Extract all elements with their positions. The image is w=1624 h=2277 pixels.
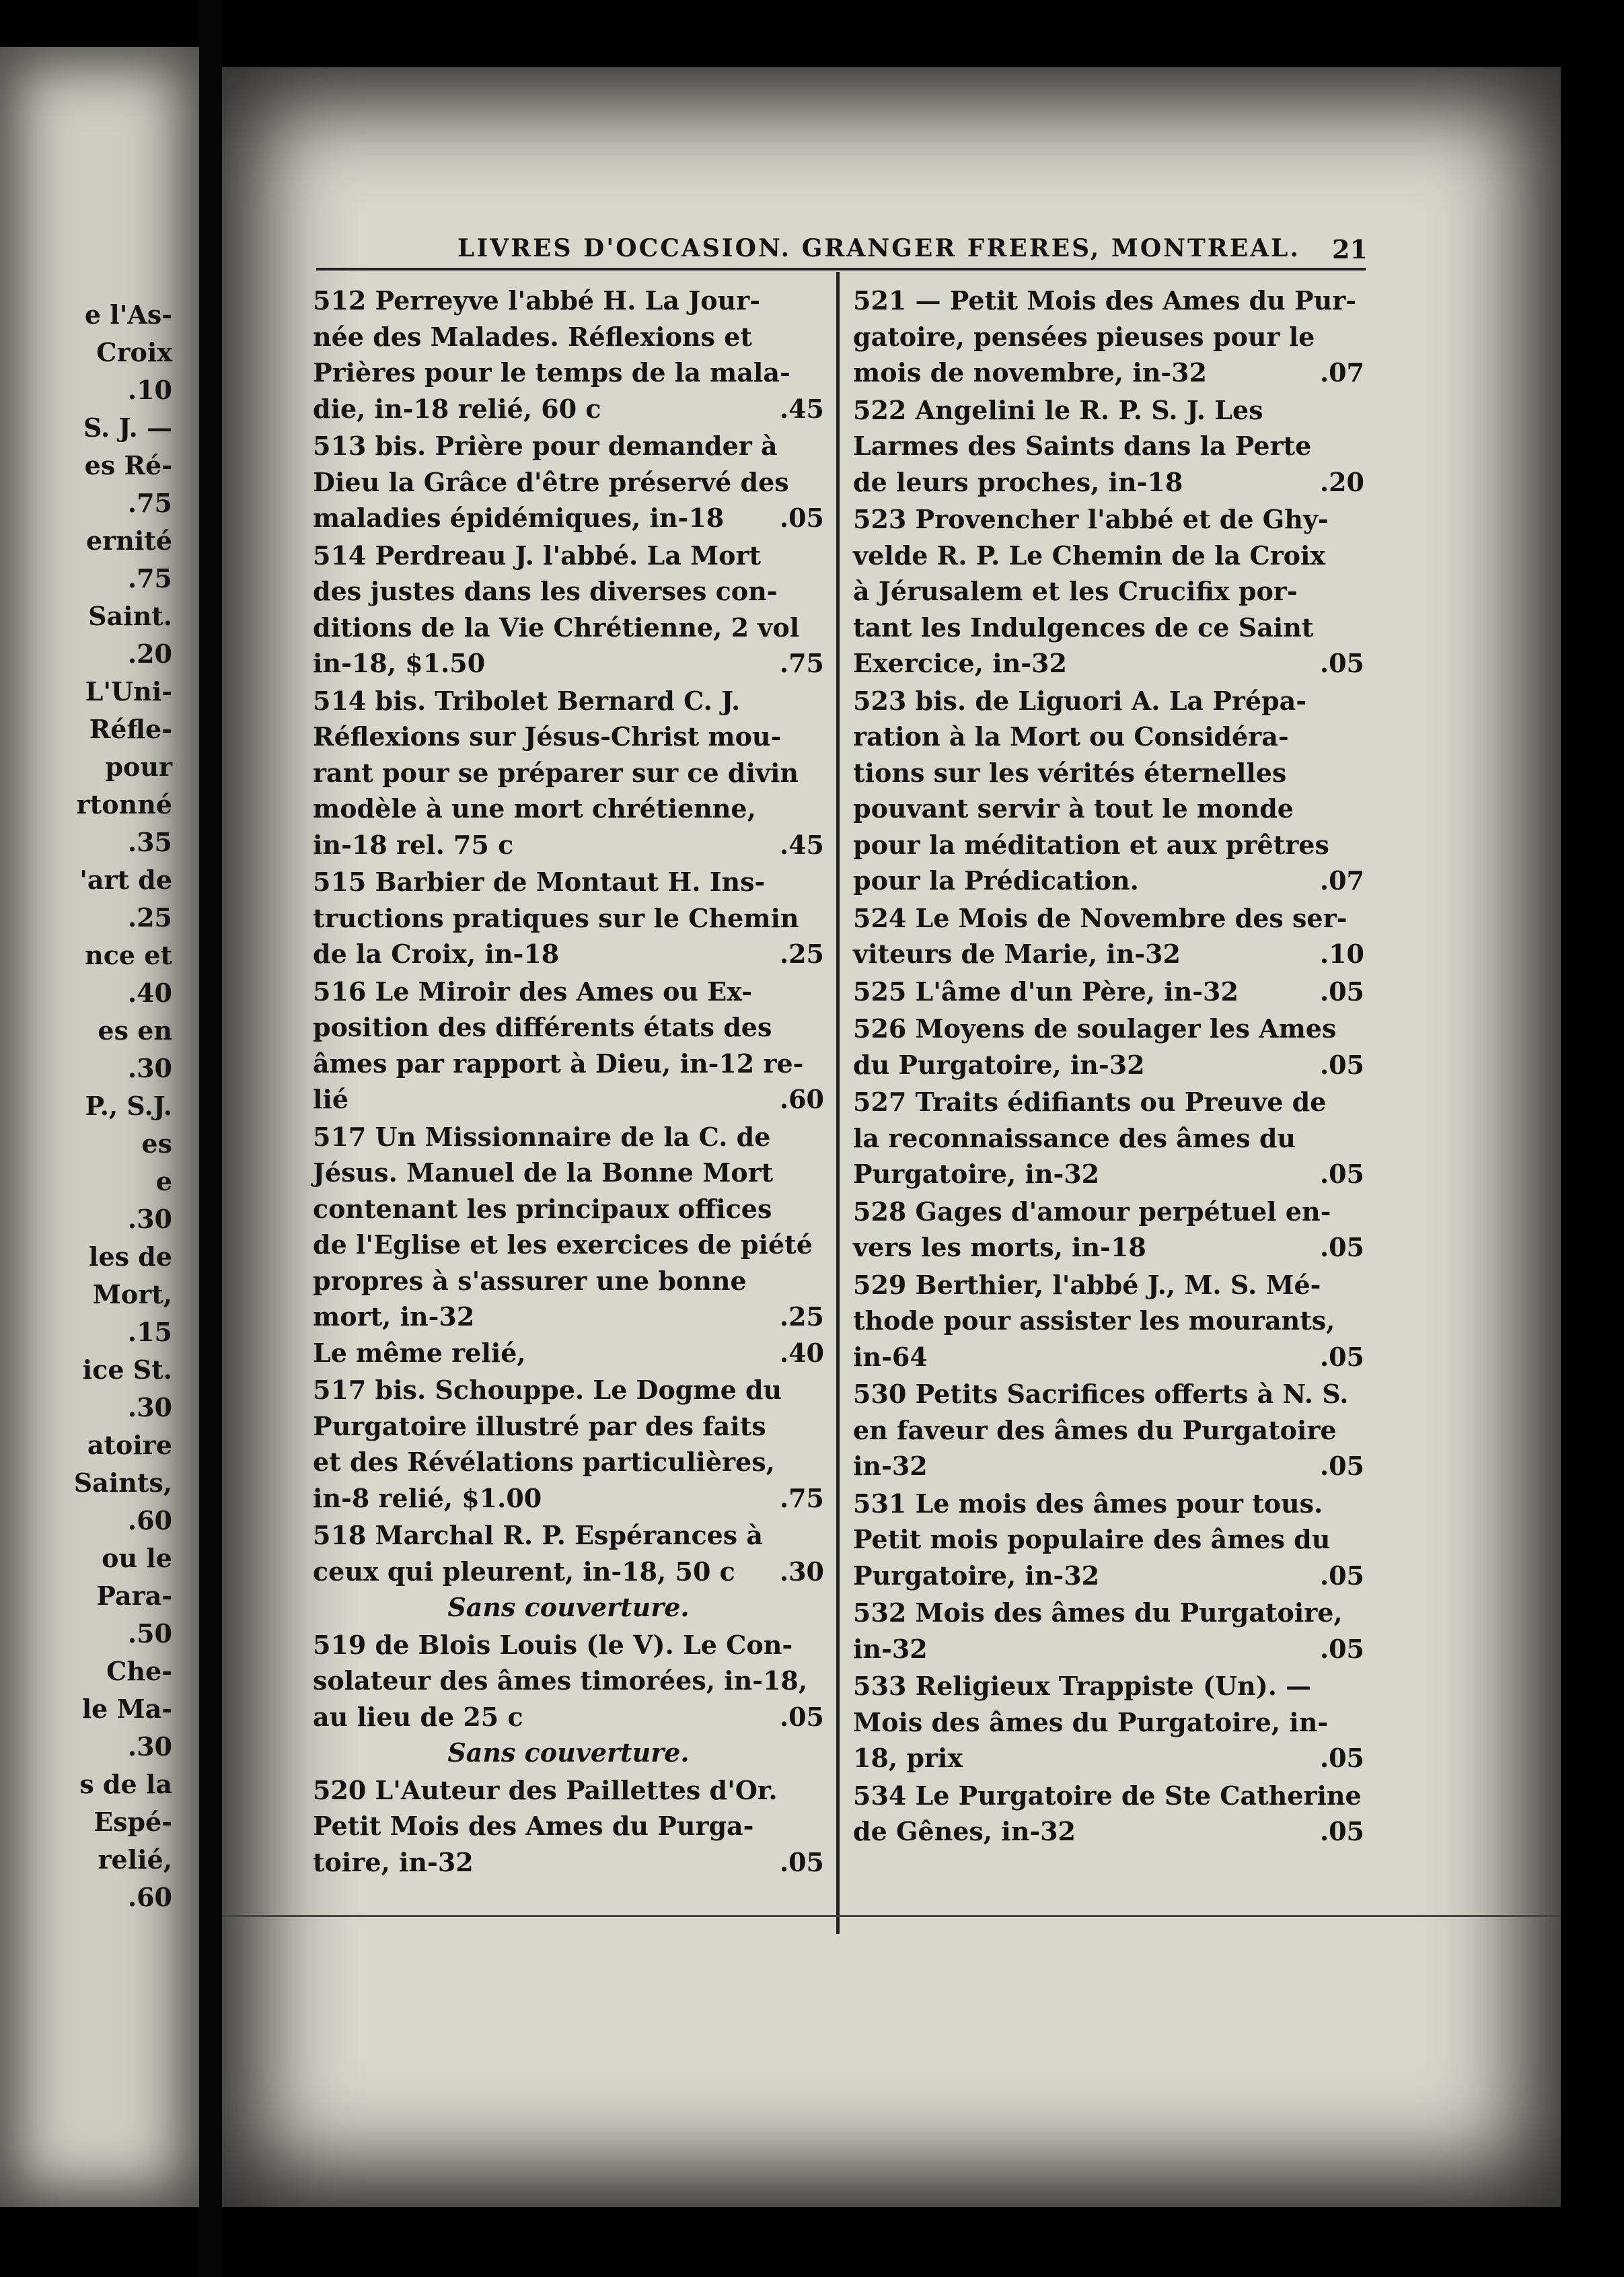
entry-line: 518 Marchal R. P. Espérances à [313, 1520, 764, 1550]
entry-line: Larmes des Saints dans la Perte [853, 431, 1312, 461]
catalog-entry [313, 864, 824, 972]
entry-text: vers les morts, in-18 [853, 1232, 1146, 1262]
facing-page-line: les de [89, 1241, 172, 1272]
entry-price: .05 [1319, 1451, 1364, 1481]
facing-page-line: Réfle- [89, 714, 172, 744]
entry-line: 513 bis. Prière pour demander à [313, 431, 778, 461]
entry-line: solateur des âmes timorées, in-18, [313, 1665, 808, 1696]
facing-page-line: Para- [96, 1581, 172, 1611]
entry-line: 532 Mois des âmes du Purgatoire, [853, 1597, 1343, 1628]
facing-page-line: Espé- [94, 1807, 172, 1837]
facing-page-line: P., S.J. [85, 1091, 172, 1121]
entry-line: Dieu la Grâce d'être préservé des [313, 466, 789, 497]
entry-line-with-price [853, 1740, 1364, 1776]
entry-price: .05 [779, 503, 824, 533]
entry-line-with-price [853, 974, 1364, 1010]
header-rule [316, 268, 1366, 270]
entry-price: .30 [779, 1556, 824, 1587]
facing-page-line: es [141, 1128, 172, 1159]
catalog-entry [853, 1267, 1364, 1375]
facing-page-fragments [74, 296, 172, 1916]
catalog-entry [313, 283, 824, 427]
facing-page-line: Saints, [73, 1468, 172, 1498]
entry-line: 512 Perreyve l'abbé H. La Jour- [313, 285, 760, 316]
entry-line: pouvant servir à tout le monde [853, 793, 1294, 824]
entry-line-with-price [313, 1699, 824, 1735]
entry-price: .05 [1319, 1560, 1364, 1591]
entry-line: Petit Mois des Ames du Purga- [313, 1811, 754, 1841]
facing-page-line: e [155, 1166, 172, 1196]
entry-text: Le même relié, [313, 1337, 526, 1368]
entry-line: ditions de la Vie Chrétienne, 2 vol [313, 612, 800, 643]
entry-line-with-price [853, 464, 1364, 501]
entry-line: thode pour assister les mourants, [853, 1305, 1335, 1336]
entry-text: Purgatoire, in-32 [853, 1560, 1100, 1591]
facing-page-line: Saint. [88, 601, 172, 631]
entry-line-with-price [853, 1047, 1364, 1083]
catalog-entry [313, 1627, 824, 1771]
entry-text: de leurs proches, in-18 [853, 466, 1183, 497]
entry-line: à Jérusalem et les Crucifix por- [853, 576, 1298, 606]
catalog-entry [853, 1595, 1364, 1667]
facing-page-line: .50 [127, 1618, 172, 1649]
entry-price: .05 [1319, 1341, 1364, 1372]
catalog-entry [853, 1084, 1364, 1192]
entry-line: tructions pratiques sur le Chemin [313, 902, 799, 933]
facing-page-line: .60 [127, 1882, 172, 1912]
entry-line: Jésus. Manuel de la Bonne Mort [313, 1157, 774, 1188]
catalog-entry [313, 1772, 824, 1881]
entry-line: en faveur des âmes du Purgatoire [853, 1414, 1337, 1445]
catalog-entry [313, 1372, 824, 1516]
book-gutter [199, 0, 222, 2277]
catalog-entry [853, 683, 1364, 899]
entry-text: au lieu de 25 c [313, 1701, 523, 1732]
entry-price: .45 [779, 829, 824, 860]
entry-text: in-18, $1.50 [313, 648, 486, 678]
entry-line: propres à s'assurer une bonne [313, 1265, 747, 1296]
facing-page-line: S. J. — [83, 412, 172, 443]
facing-page-line: .35 [127, 827, 172, 857]
catalog-entry [853, 283, 1364, 391]
entry-price: .05 [1319, 1816, 1364, 1846]
facing-page-line: es en [98, 1015, 172, 1046]
entry-line: 521 — Petit Mois des Ames du Pur- [853, 285, 1357, 316]
entry-line-with-price [853, 1813, 1364, 1850]
entry-text: lié [313, 1084, 349, 1114]
facing-page-line: .30 [127, 1204, 172, 1234]
entry-line: velde R. P. Le Chemin de la Croix [853, 540, 1326, 571]
entry-text: de la Croix, in-18 [313, 939, 560, 969]
entry-text: mort, in-32 [313, 1301, 475, 1332]
entry-line: de l'Eglise et les exercices de piété [313, 1229, 813, 1260]
entry-line: 520 L'Auteur des Paillettes d'Or. [313, 1774, 778, 1805]
entry-text: die, in-18 relié, 60 c [313, 393, 601, 424]
entry-text: du Purgatoire, in-32 [853, 1049, 1145, 1080]
facing-page-line: .75 [127, 488, 172, 518]
entry-line-with-price [853, 1156, 1364, 1192]
entry-line-with-price [313, 827, 824, 863]
entry-text: maladies épidémiques, in-18 [313, 503, 725, 533]
entry-line: Mois des âmes du Purgatoire, in- [853, 1706, 1329, 1737]
facing-page-line: .20 [127, 639, 172, 669]
entry-line-with-price [313, 1844, 824, 1881]
facing-page-line: es Ré- [84, 450, 172, 480]
entry-line-with-price [313, 936, 824, 972]
catalog-entry [853, 1376, 1364, 1484]
entry-line: Petit mois populaire des âmes du [853, 1524, 1331, 1554]
entry-text: in-32 [853, 1633, 928, 1664]
catalog-entry [313, 538, 824, 682]
entry-line: 514 bis. Tribolet Bernard C. J. [313, 685, 741, 716]
facing-page-line: ou le [102, 1543, 172, 1573]
entry-line: ration à la Mort ou Considéra- [853, 721, 1289, 752]
entry-line: 524 Le Mois de Novembre des ser- [853, 902, 1348, 933]
entry-line: Prières pour le temps de la mala- [313, 357, 790, 388]
entry-text: in-32 [853, 1451, 928, 1481]
entry-line: modèle à une mort chrétienne, [313, 793, 756, 824]
facing-page-line: Che- [106, 1656, 172, 1686]
entry-line: rant pour se préparer sur ce divin [313, 757, 799, 788]
facing-page [0, 47, 199, 2207]
facing-page-line: .75 [127, 563, 172, 593]
entry-price: .75 [779, 1482, 824, 1513]
entry-line: 534 Le Purgatoire de Ste Catherine [853, 1780, 1362, 1811]
entry-line: 517 bis. Schouppe. Le Dogme du [313, 1375, 782, 1405]
entry-line: 517 Un Missionnaire de la C. de [313, 1121, 771, 1152]
entry-line-with-price [313, 1480, 824, 1517]
entry-price: .05 [779, 1701, 824, 1732]
page-bottom-rule [222, 1915, 1561, 1917]
column-divider [836, 272, 840, 1934]
entry-line: contenant les principaux offices [313, 1193, 772, 1224]
catalog-entry [313, 1119, 824, 1371]
entry-line: 528 Gages d'amour perpétuel en- [853, 1196, 1331, 1227]
entry-text: toire, in-32 [313, 1846, 474, 1877]
facing-page-line: Croix [96, 337, 172, 367]
entry-line: 530 Petits Sacrifices offerts à N. S. [853, 1379, 1349, 1409]
entry-line: des justes dans les diverses con- [313, 576, 778, 606]
entry-price: .60 [779, 1084, 824, 1114]
catalog-entry [853, 1194, 1364, 1266]
entry-text: pour la Prédication. [853, 865, 1139, 896]
entry-text: Exercice, in-32 [853, 648, 1067, 678]
entry-line: gatoire, pensées pieuses pour le [853, 321, 1315, 352]
entry-line: la reconnaissance des âmes du [853, 1122, 1296, 1153]
entry-line: 522 Angelini le R. P. S. J. Les [853, 394, 1263, 425]
entry-line-with-price [853, 1339, 1364, 1375]
entry-line: position des différents états des [313, 1012, 772, 1042]
entry-price: .25 [779, 939, 824, 969]
facing-page-line: e l'As- [84, 299, 172, 330]
facing-page-line: s de la [79, 1769, 172, 1799]
entry-line: et des Révélations particulières, [313, 1447, 775, 1477]
entry-price: .07 [1319, 357, 1364, 388]
facing-page-line: le Ma- [81, 1694, 172, 1724]
entry-line: Réflexions sur Jésus-Christ mou- [313, 721, 782, 752]
facing-page-line: atoire [87, 1430, 172, 1460]
catalog-entry [853, 900, 1364, 972]
facing-page-line: 'art de [79, 865, 172, 895]
facing-page-line: .15 [127, 1317, 172, 1347]
entry-line-with-price [853, 645, 1364, 682]
facing-page-line: ice St. [82, 1354, 172, 1385]
entry-line: 515 Barbier de Montaut H. Ins- [313, 867, 766, 897]
entry-line: tant les Indulgences de ce Saint [853, 612, 1314, 643]
entry-text: ceux qui pleurent, in-18, 50 c [313, 1556, 735, 1587]
facing-page-line: ernité [86, 526, 172, 556]
catalog-entry [313, 428, 824, 536]
entry-line-with-price [313, 1299, 824, 1335]
entry-line-with-price [853, 863, 1364, 899]
entry-note: Sans couverture. [447, 1737, 690, 1768]
right-column [853, 283, 1364, 1851]
entry-line-with-price [313, 1081, 824, 1118]
facing-page-line: pour [105, 752, 172, 782]
entry-price: .20 [1319, 466, 1364, 497]
facing-page-line: .30 [127, 1053, 172, 1083]
entry-line: 526 Moyens de soulager les Ames [853, 1013, 1337, 1044]
entry-text: Purgatoire, in-32 [853, 1159, 1100, 1189]
entry-line: née des Malades. Réflexions et [313, 321, 752, 352]
facing-page-line: .30 [127, 1392, 172, 1422]
facing-page-line: Mort, [92, 1279, 172, 1309]
facing-page-line: .25 [127, 902, 172, 933]
facing-page-line: nce et [85, 940, 172, 970]
catalog-entry [853, 1778, 1364, 1850]
facing-page-line: .60 [127, 1505, 172, 1535]
facing-page-line: .10 [127, 375, 172, 405]
entry-price: .10 [1319, 939, 1364, 969]
entry-line-with-price [853, 936, 1364, 972]
entry-line: pour la méditation et aux prêtres [853, 829, 1329, 860]
entry-price: .05 [1319, 1743, 1364, 1773]
running-header: LIVRES D'OCCASION. GRANGER FRERES, MONTREAL. [457, 234, 1300, 262]
entry-price: .05 [1319, 976, 1364, 1007]
entry-text: viteurs de Marie, in-32 [853, 939, 1181, 969]
catalog-entry [313, 1517, 824, 1626]
catalog-entry [853, 974, 1364, 1010]
entry-line: 514 Perdreau J. l'abbé. La Mort [313, 540, 762, 571]
entry-line-with-price [313, 1554, 824, 1590]
catalog-entry [853, 1486, 1364, 1594]
entry-price: .25 [779, 1301, 824, 1332]
entry-price: .05 [779, 1846, 824, 1877]
facing-page-line: rtonné [76, 789, 172, 820]
entry-text: 525 L'âme d'un Père, in-32 [853, 976, 1239, 1007]
entry-text: in-8 relié, $1.00 [313, 1482, 542, 1513]
entry-line: 516 Le Miroir des Ames ou Ex- [313, 976, 753, 1007]
entry-price: .07 [1319, 865, 1364, 896]
entry-line-with-price [853, 355, 1364, 391]
entry-price: .05 [1319, 1633, 1364, 1664]
facing-page-line: L'Uni- [85, 676, 172, 707]
entry-price: .40 [779, 1337, 824, 1368]
entry-line: 519 de Blois Louis (le V). Le Con- [313, 1629, 793, 1660]
page-number: 21 [1332, 234, 1368, 264]
facing-page-line: relié, [98, 1844, 172, 1875]
entry-line-with-price [853, 1229, 1364, 1266]
entry-price: .05 [1319, 1159, 1364, 1189]
catalog-entry [853, 1011, 1364, 1083]
entry-line-with-price [853, 1448, 1364, 1484]
entry-text: mois de novembre, in-32 [853, 357, 1207, 388]
entry-line: Purgatoire illustré par des faits [313, 1410, 766, 1441]
facing-page-line: .30 [127, 1731, 172, 1762]
entry-line-with-price [313, 1335, 824, 1371]
catalog-entry [853, 501, 1364, 682]
entry-price: .05 [1319, 648, 1364, 678]
entry-line-with-price [853, 1631, 1364, 1667]
entry-line: 531 Le mois des âmes pour tous. [853, 1488, 1323, 1519]
entry-line: 523 bis. de Liguori A. La Prépa- [853, 685, 1307, 716]
entry-line: âmes par rapport à Dieu, in-12 re- [313, 1048, 804, 1079]
catalog-entry [313, 683, 824, 863]
entry-price: .05 [1319, 1232, 1364, 1262]
entry-text: in-18 rel. 75 c [313, 829, 514, 860]
entry-text: de Gênes, in-32 [853, 1816, 1076, 1846]
catalog-entry [853, 392, 1364, 501]
catalog-entry [313, 974, 824, 1118]
entry-line: 529 Berthier, l'abbé J., M. S. Mé- [853, 1269, 1321, 1300]
entry-line: tions sur les vérités éternelles [853, 757, 1287, 788]
entry-line: 533 Religieux Trappiste (Un). — [853, 1671, 1312, 1701]
entry-price: .05 [1319, 1049, 1364, 1080]
entry-price: .45 [779, 393, 824, 424]
entry-text: in-64 [853, 1341, 928, 1372]
entry-text: 18, prix [853, 1743, 963, 1773]
entry-line-with-price [313, 391, 824, 427]
entry-line-with-price [313, 645, 824, 682]
entry-line: 527 Traits édifiants ou Preuve de [853, 1087, 1327, 1117]
entry-note: Sans couverture. [447, 1592, 690, 1622]
catalog-entry [853, 1668, 1364, 1776]
entry-price: .75 [779, 648, 824, 678]
facing-page-line: .40 [127, 978, 172, 1008]
left-column [313, 283, 824, 1881]
entry-line: 523 Provencher l'abbé et de Ghy- [853, 504, 1329, 534]
entry-line-with-price [313, 500, 824, 536]
entry-line-with-price [853, 1558, 1364, 1594]
